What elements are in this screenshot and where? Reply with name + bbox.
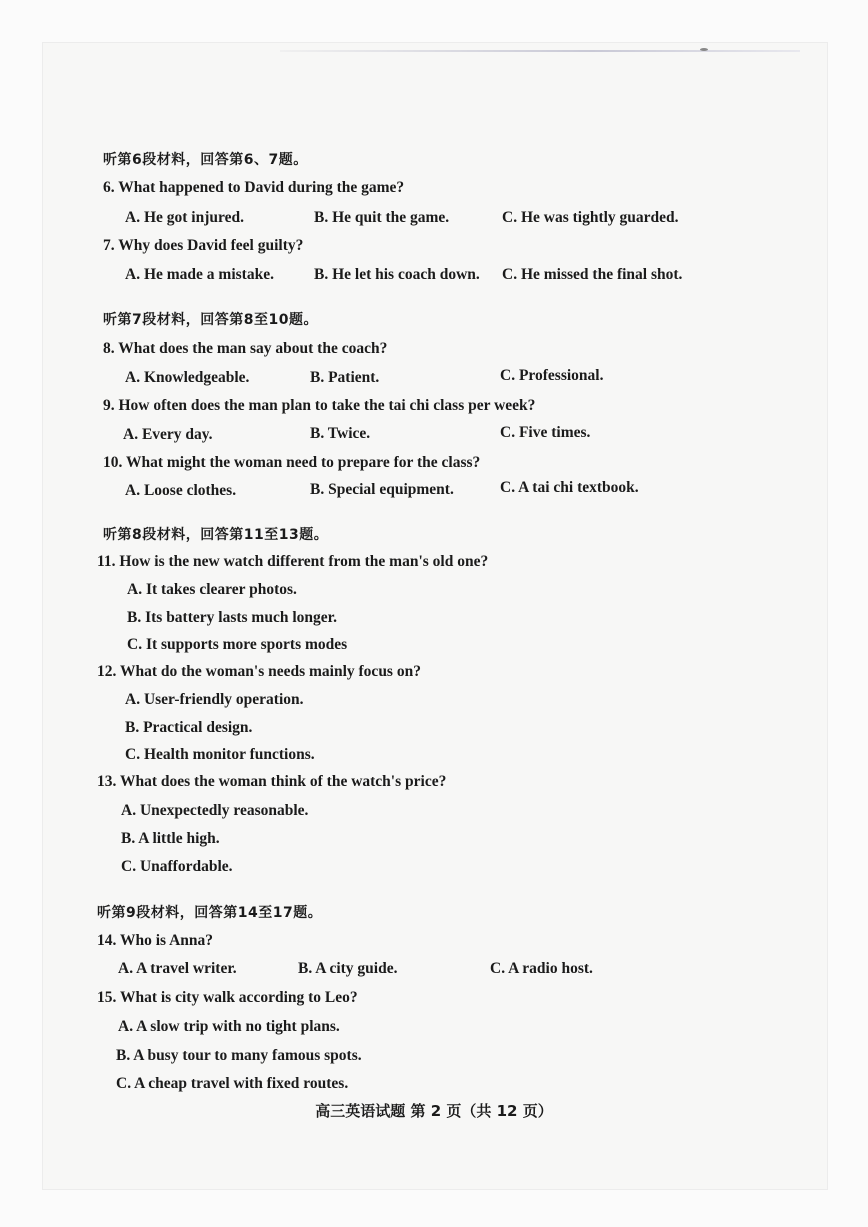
question-8-option-a: A. Knowledgeable. <box>125 369 250 386</box>
question-12-option-b: B. Practical design. <box>125 719 253 736</box>
section-heading-6: 听第6段材料，回答第6、7题。 <box>103 152 308 168</box>
question-14-option-c: C. A radio host. <box>490 960 593 977</box>
section-heading-7: 听第7段材料，回答第8至10题。 <box>103 312 318 328</box>
question-9-option-c: C. Five times. <box>500 424 591 441</box>
question-9-option-a: A. Every day. <box>123 426 213 443</box>
question-7-option-b: B. He let his coach down. <box>314 266 480 283</box>
question-7-option-a: A. He made a mistake. <box>125 266 274 283</box>
question-13-option-a: A. Unexpectedly reasonable. <box>121 802 309 819</box>
question-7-option-c: C. He missed the final shot. <box>502 266 683 283</box>
question-15-option-c: C. A cheap travel with fixed routes. <box>116 1075 349 1092</box>
question-11-stem: 11. How is the new watch different from the man's old one? <box>97 553 489 570</box>
question-7-stem: 7. Why does David feel guilty? <box>103 237 304 254</box>
section-heading-9: 听第9段材料，回答第14至17题。 <box>97 905 323 921</box>
question-6-option-c: C. He was tightly guarded. <box>502 209 679 226</box>
question-10-option-b: B. Special equipment. <box>310 481 454 498</box>
section-heading-8: 听第8段材料，回答第11至13题。 <box>103 527 329 543</box>
question-14-option-a: A. A travel writer. <box>118 960 237 977</box>
question-10-stem: 10. What might the woman need to prepare for the class? <box>103 454 481 471</box>
question-8-stem: 8. What does the man say about the coach? <box>103 340 388 357</box>
question-8-option-c: C. Professional. <box>500 367 604 384</box>
question-6-option-a: A. He got injured. <box>125 209 244 226</box>
question-6-option-b: B. He quit the game. <box>314 209 450 226</box>
question-10-option-a: A. Loose clothes. <box>125 482 237 499</box>
page-footer: 高三英语试题 第 2 页（共 12 页） <box>315 1102 553 1120</box>
question-9-stem: 9. How often does the man plan to take the tai chi class per week? <box>103 397 536 414</box>
question-15-option-b: B. A busy tour to many famous spots. <box>116 1047 362 1064</box>
question-12-option-a: A. User-friendly operation. <box>125 691 304 708</box>
question-11-option-a: A. It takes clearer photos. <box>127 581 297 598</box>
question-13-stem: 13. What does the woman think of the watch's price? <box>97 773 447 790</box>
question-15-option-a: A. A slow trip with no tight plans. <box>118 1018 340 1035</box>
question-11-option-c: C. It supports more sports modes <box>127 636 348 653</box>
question-13-option-c: C. Unaffordable. <box>121 858 233 875</box>
question-14-stem: 14. Who is Anna? <box>97 932 214 949</box>
question-12-option-c: C. Health monitor functions. <box>125 746 315 763</box>
question-11-option-b: B. Its battery lasts much longer. <box>127 609 337 626</box>
question-13-option-b: B. A little high. <box>121 830 220 847</box>
question-9-option-b: B. Twice. <box>310 425 371 442</box>
question-14-option-b: B. A city guide. <box>298 960 398 977</box>
question-15-stem: 15. What is city walk according to Leo? <box>97 989 358 1006</box>
question-10-option-c: C. A tai chi textbook. <box>500 479 639 496</box>
question-8-option-b: B. Patient. <box>310 369 380 386</box>
question-12-stem: 12. What do the woman's needs mainly focus on? <box>97 663 421 680</box>
question-6-stem: 6. What happened to David during the game? <box>103 179 405 196</box>
